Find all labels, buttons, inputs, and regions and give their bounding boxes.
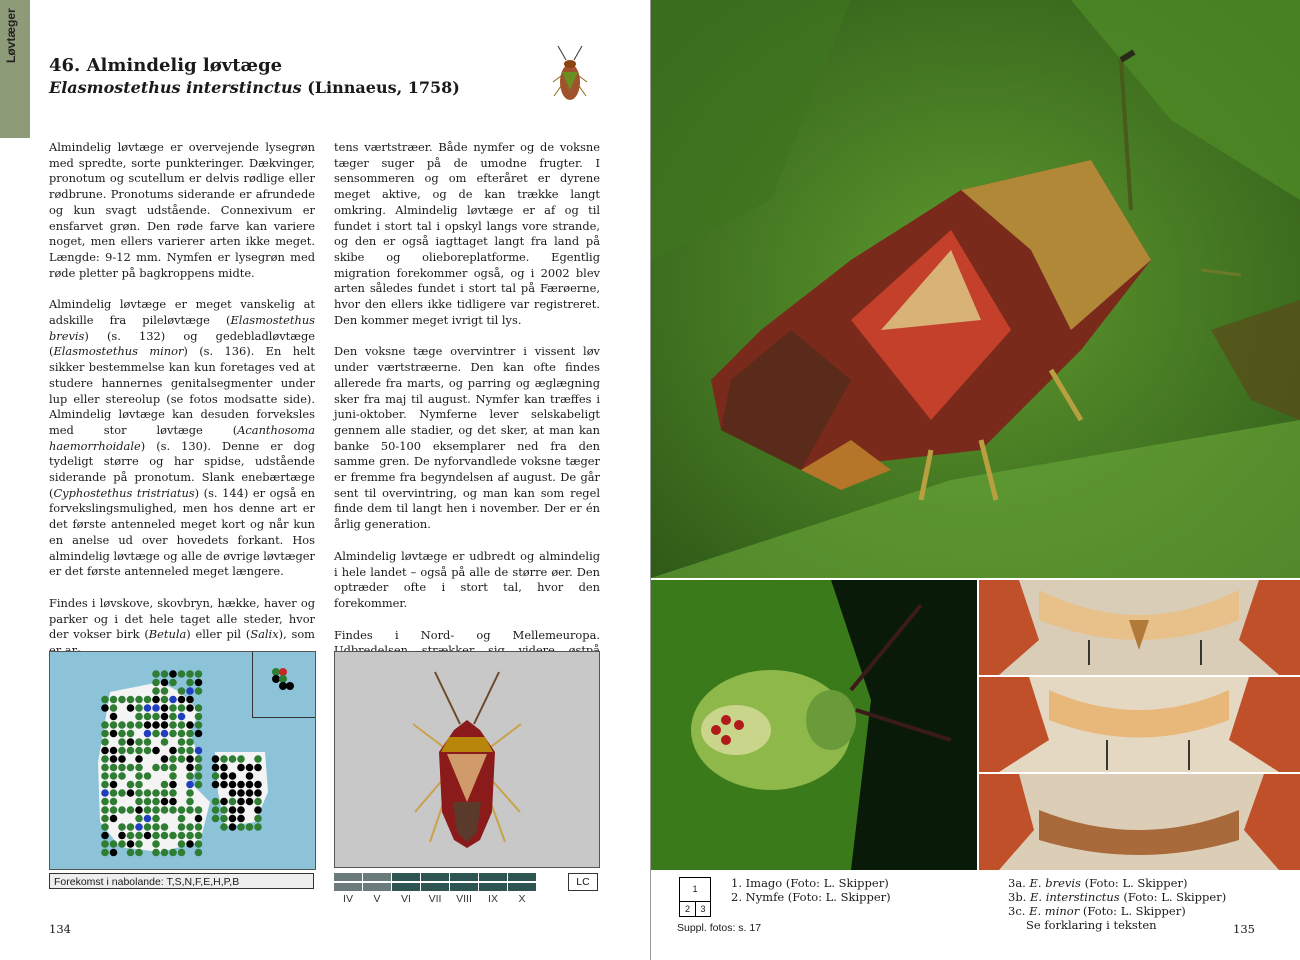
supplementary-photos-ref: Suppl. fotos: s. 17 [677,922,762,934]
month-bar-IX [479,873,507,881]
right-page [651,0,1300,960]
caption-photo-2: 2. Nymfe (Foto: L. Skipper) [731,890,891,904]
page-number-right: 135 [1233,922,1255,936]
paragraph-denmark: Almindelig løvtæge er udbredt og almindelig i hele landet – også på alle de større øer. Den optræder ofte i stort tal, hvor den forekommer. [334,548,600,610]
caption-photo-3a: 3a. E. brevis (Foto: L. Skipper) [1008,876,1188,890]
species-scientific-name [49,78,460,97]
month-bar-IX [479,883,507,891]
month-bar-X [508,883,536,891]
caption-photo-3c: 3c. E. minor (Foto: L. Skipper) [1008,904,1186,918]
month-label: VII [428,893,442,905]
section-tab [0,0,30,138]
month-label: X [518,893,526,905]
month-bar-VII [421,873,449,881]
text-column-1 [49,140,315,675]
month-label: V [373,893,381,905]
paragraph-range: Findes i Nord- og Mellemeuropa. [334,627,600,642]
specimen-photo [334,651,600,868]
month-bar-IV [334,873,362,881]
distribution-map [49,651,316,870]
species-title: 46. Almindelig løvtæge [49,55,283,76]
month-label: IX [488,893,498,905]
month-bar-VII [421,883,449,891]
paragraph-description: Almindelig løvtæge er overvejende lysegrøn med spredte, sorte punkteringer. Dækvinger, pronotum og scutellum er delvis rødlige eller rødbrune. Pronotums siderande er afrundede og kun svagt udstående. Connexivum er ensfarvet grøn. Den røde farve kan variere noget, men ellers varierer arten ikke meget. Længde: 9-12 mm. Nymfen er lysegrøn med røde pletter på bagkroppens midte. [49,140,315,280]
author-year: (Linnaeus, 1758) [307,78,460,97]
month-label: VIII [456,893,472,905]
month-bar-VI [392,873,420,881]
month-label: IV [343,893,353,905]
paragraph-hostplants: tens værtstræer. Både nymfer og de voksne tæger suger på de umodne frugter. I sensommeren og om efteråret er dyrene meget aktive, og de kan trække langt omkring. Almindelig løvtæge er af og til fundet i stort tal i opskyl langs vore strande, og den er også iagttaget langt fra land på skibe og olieboreplatforme. Egentlig migration forekommer også, og i 2002 blev arten således fundet i stort tal på Færøerne, hvor den ellers ikke tidligere var registreret. Den kommer meget ivrigt til lys. [334,140,600,327]
caption-photo-3b: 3b. E. interstinctus (Foto: L. Skipper) [1008,890,1227,904]
photo-nymph [651,580,977,870]
bug-thumbnail-icon [548,42,592,106]
page-number-left: 134 [49,922,71,936]
month-bar-VIII [450,883,478,891]
month-bar-X [508,873,536,881]
latin-name: Elasmostethus interstinctus [49,78,302,97]
month-label: VI [401,893,411,905]
activity-month-bar [334,873,540,905]
photo-layout-key: 1 2 3 [679,877,711,917]
month-bar-V [363,873,391,881]
paragraph-habitat: Findes i løvskove, skovbryn, hække, haver og parker og i det hele taget alle steder, hvor der vokser birk (Betula) eller pil (Salix), som [49,595,315,642]
caption-note: Se forklaring i teksten [1026,918,1157,932]
month-bar-V [363,883,391,891]
month-bar-VIII [450,873,478,881]
caption-photo-1: 1. Imago (Foto: L. Skipper) [731,876,889,890]
bornholm-inset [252,652,315,718]
photo-genitalia-comparison [979,580,1300,870]
month-bar-IV [334,883,362,891]
neighbour-countries-legend: Forekomst i nabolande: T,S,N,F,E,H,P,B [49,873,314,889]
redlist-status-badge: LC [568,873,598,891]
paragraph-lifecycle: Den voksne tæge overvintrer i vissent løv under værtstræerne. Den kan ofte findes allerede fra marts, og parring og æglægning sker fra maj til august. Nymfer kan træffes i juni-oktober. Nymferne lever selskabeligt gennem alle stadier, og det sker, at man kan banke 50-100 eksemplarer ned fra den samme gren. De nyforvandlede voksne tæger er fremme fra begyndelsen af august. De går sent til overvintring, og man kan som regel finde dem til langt hen i november. Der er én årlig generation. [334,344,600,532]
photo-imago [651,0,1300,578]
month-bar-VI [392,883,420,891]
text-column-2 [334,140,600,707]
paragraph-identification: Almindelig løvtæge er meget vanskelig at adskille fra pileløvtæge (Elasmostethus brevis) (s. 132) og gedebladløvtæge (Elasmostethus minor) (s. 136). En helt sikker bestemmelse kan kun foretages ved at studere hannernes genitalsegmenter under lup eller stereolup (se fotos modsatte side). Almindelig løvtæge kan desuden forveksles med stor løvtæge (Acanthosoma haemorrhoidale) (s. 130). Denne er dog tydeligt større og har spidse, udstående siderande på pronotum. Slank enebærtæge (Cyphostethus tristriatus) (s. 144) er også en forvekslingsmulighed, men hos denne art er det første antenneled meget kort og når kun en anelse ud over hovedets forkant. Hos almindelig løvtæge og alle de øvrige løvtæger er det første antenneled meget længere. [49,297,316,579]
section-tab-label: Løvtæger [4,8,18,63]
